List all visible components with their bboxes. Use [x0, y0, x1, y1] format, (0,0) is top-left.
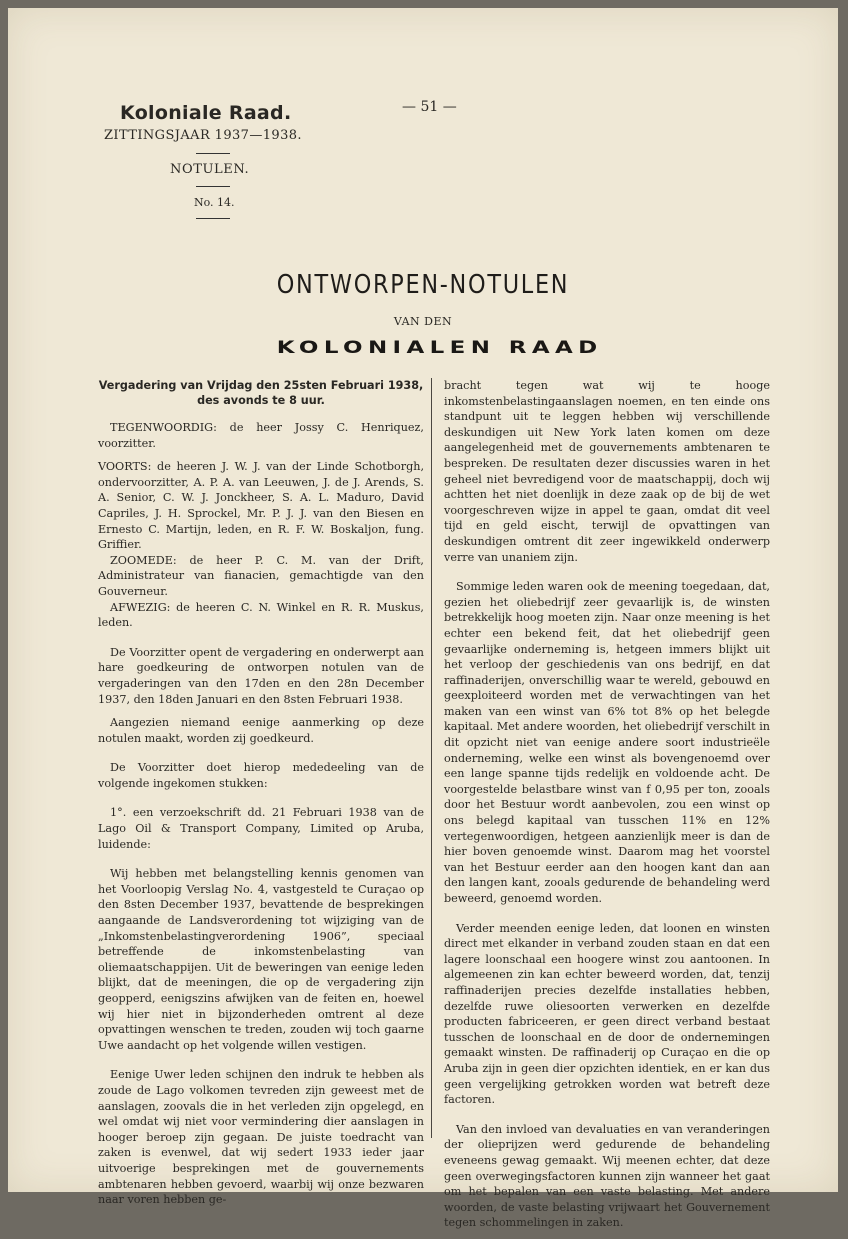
- notulen-label: NOTULEN.: [170, 162, 250, 177]
- meeting-heading: Vergadering van Vrijdag den 25sten Februari 1938, des avonds te 8 uur.: [98, 379, 424, 407]
- zoomede-paragraph: [98, 553, 424, 600]
- zoomede-label: ZOOMEDE:: [110, 553, 177, 567]
- present-text: de heer Jossy C. Henriquez, voorzitter.: [98, 421, 424, 450]
- lago-letter-paragraph-2: Eenige Uwer leden schijnen den indruk te hebben als zoude de Lago volkomen tevreden zijn geweest met de aanslagen, zoovals die in het verleden zijn opgelegd, en wel omdat wij niet voor vermindering dier aanslagen in hooger beroep zijn gegaan. De juiste toedracht van zaken is evenwel, dat wij sedert 1933 ieder jaar uitvoerige besprekingen met de gouvernements ambtenaren hebben gevoerd, waarbij wij onze bezwaren naar voren hebben ge-: [98, 1068, 424, 1207]
- main-title: ONTWORPEN-NOTULEN: [276, 270, 570, 300]
- council-title: Koloniale Raad.: [120, 102, 292, 124]
- header-rule-2: [196, 186, 230, 187]
- present-label: TEGENWOORDIG:: [110, 421, 217, 434]
- right-paragraph-2: Sommige leden waren ook de meening toegedaan, dat, gezien het oliebedrijf zeer gevaarlijk is, de winsten betrekkelijk hoog moeten zijn. Naar onze meening is het echter een bekend feit, dat het oliebedrijf geen gevaarlijke onderneming is, hetgeen immers blijkt uit het verloop der geschiedenis van ons bedrijf, en dat raffinaderijen, onverschillig waar te wereld, gebouwd en geexploiteerd worden met de verwachtingen van het maken van een winst van 6% tot 8% op het belegde kapitaal. Met andere woorden, het oliebedrijf verschilt in dit opzicht niet van eenige andere soort industrieële onderneming, welke een winst als bovengenoemd over een lange spanne tijds redelijk en voldoende acht. De voorgestelde belastbare winst van f 0,95 per ton, zooals door het Bestuur wordt aanbevolen, zou een winst op ons belegd kapitaal van tusschen 11% en 12% vertegenwoordigen, hetgeen aanzienlijk meer is dan de hier boven genoemde winst. Daarom mag het voorstel van het Bestuur eerder aan den hoogen kant dan aan den langen kant, zooals gedurende de behandeling werd beweerd, genoemd worden.: [444, 580, 770, 905]
- document-number: No. 14.: [194, 196, 235, 209]
- right-paragraph-1: bracht tegen wat wij te hooge inkomstenbelastingaanslagen noemen, en ten einde ons standpunt uit te leggen hebben wij verschillende deskundigen uit New York laten komen om deze aangelegenheid met de gouvernements ambtenaren te bespreken. De resultaten dezer discussies waren in het geheel niet bevredigend voor de maatschappij, doch wij achtten het niet doenlijk in deze zaak op de bij de wet voorgeschreven wijze in appel te gaan, omdat dit veel tijd en geld eischt, terwijl de opvattingen van deskundigen omtrent dit zeer ingewikkeld onderwerp verre van unaniem zijn.: [444, 379, 770, 564]
- announcement-paragraph: De Voorzitter doet hierop mededeeling van de volgende ingekomen stukken:: [98, 761, 424, 790]
- subtitle: VAN DEN: [393, 315, 453, 328]
- present-paragraph: [98, 420, 424, 451]
- header-rule-1: [196, 153, 230, 154]
- document-page: [8, 8, 838, 1230]
- voorts-label: VOORTS:: [98, 460, 152, 474]
- right-paragraph-4: Van den invloed van devaluaties en van veranderingen der olieprijzen werd gedurende de behandeling eveneens gewag gemaakt. Wij meenen echter, dat deze geen overwegingsfactoren kunnen zijn wanneer het gaat om het bepalen van een vaste belasting. Met andere woorden, de vaste belasting vrijwaart het Gouvernement tegen schommelingen in zaken.: [444, 1122, 770, 1230]
- right-paragraph-3: Verder meenden eenige leden, dat loonen en winsten direct met elkander in verband zouden staan en dat een lagere loonschaal een hoogere winst zou aantoonen. In algemeenen zin kan echter beweerd worden, dat, tenzij raffinaderijen precies dezelfde installaties hebben, dezelfde ruwe oliesoorten verwerken en dezelfde producten fabriceeren, er geen direct verband bestaat tusschen de loonschaal en de door de ondernemingen gemaakt winsten. De raffinaderij op Curaçao en die op Aruba zijn in geen dier opzichten identiek, en er kan dus geen vergelijking getrokken worden wat betreft deze factoren.: [444, 921, 770, 1107]
- afwezig-paragraph: [98, 600, 424, 631]
- voorts-text: de heeren J. W. J. van der Linde Schotborgh, ondervoorzitter, A. P. A. van Leeuwen, J. de J. Arends, S. A. Senior, C. W. J. Jonckheer, S. A. L. Maduro, David Capriles, J. H. Sprockel, Mr. P. J. J. van den Biesen en Ernesto C. Martijn, leden, en R. F. W. Boskaljon, fung. Griffier.: [98, 460, 424, 552]
- zoomede-text: de heer P. C. M. van der Drift, Administrateur van fianacien, gemachtigde van den Gouverneur.: [98, 553, 424, 598]
- right-column: [444, 378, 770, 1239]
- petition-paragraph: 1°. een verzoekschrift dd. 21 Februari 1938 van de Lago Oil & Transport Company, Limited op Aruba, luidende:: [98, 806, 424, 851]
- council-banner-text: KOLONIALEN RAAD: [277, 338, 603, 356]
- session-year: ZITTINGSJAAR 1937—1938.: [104, 128, 302, 143]
- afwezig-label: AFWEZIG:: [110, 600, 171, 614]
- header-rule-3: [196, 218, 230, 219]
- lago-letter-paragraph-1: Wij hebben met belangstelling kennis genomen van het Voorloopig Verslag No. 4, vastgesteld te Curaçao op den 8sten December 1937, bevattende de besprekingen aangaande de Landsverordening tot wijziging van de „Inkomstenbelastingverordening 1906”, speciaal betreffende de inkomstenbelasting van oliemaatschappijen. Uit de beweringen van eenige leden blijkt, dat de meeningen, die op de vergadering zijn geopperd, eenigszins afwijken van de feiten en, hoewel wij hier niet in bijzonderheden omtrent al deze opvattingen wenschen te treden, zouden wij toch gaarne Uwe aandacht op het volgende willen vestigen.: [98, 867, 424, 1052]
- page-number: — 51 —: [402, 99, 457, 115]
- left-column: [98, 378, 424, 1216]
- opening-paragraph: De Voorzitter opent de vergadering en onderwerpt aan hare goedkeuring de ontworpen notulen van de vergaderingen van den 17den en den 28n December 1937, den 18den Januari en den 8sten Februari 1938.: [98, 645, 424, 706]
- voorts-paragraph: [98, 459, 424, 553]
- column-divider: [431, 378, 432, 1138]
- council-banner: [212, 338, 668, 356]
- approval-paragraph: Aangezien niemand eenige aanmerking op deze notulen maakt, worden zij goedkeurd.: [98, 716, 424, 745]
- afwezig-text: de heeren C. N. Winkel en R. R. Muskus, leden.: [98, 600, 424, 630]
